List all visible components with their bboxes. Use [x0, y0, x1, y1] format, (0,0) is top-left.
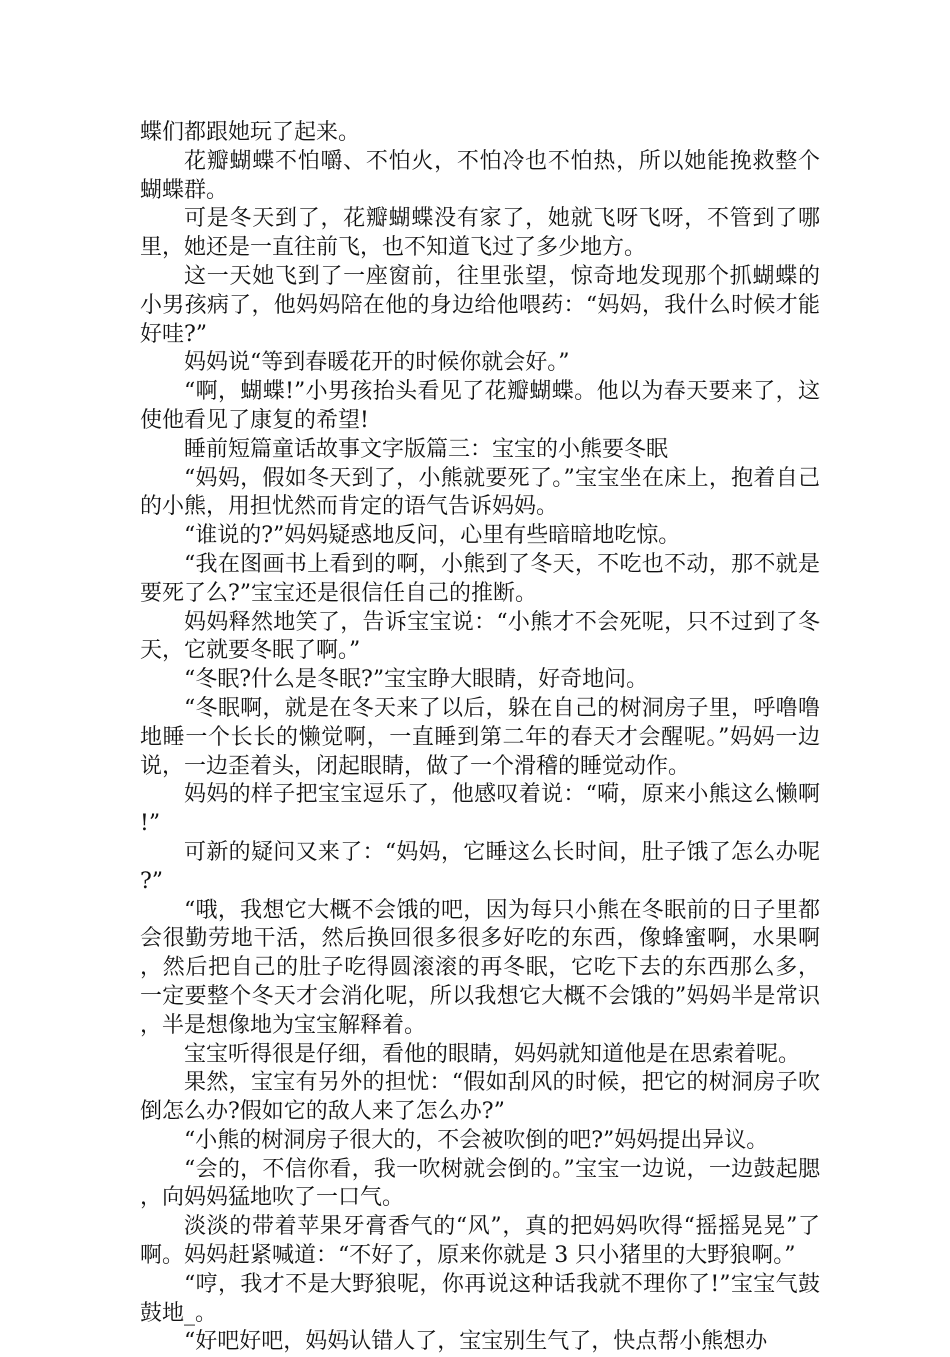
paragraph: “会的，不信你看，我一吹树就会倒的。”宝宝一边说，一边鼓起腮，向妈妈猛地吹了一口气。 [140, 1156, 820, 1211]
paragraph: “哼，我才不是大野狼呢，你再说这种话我就不理你了!”宝宝气鼓鼓地_。 [140, 1271, 820, 1326]
paragraph: “谁说的?”妈妈疑惑地反问，心里有些暗暗地吃惊。 [184, 523, 681, 549]
paragraph: 果然，宝宝有另外的担忧：“假如刮风的时候，把它的树洞房子吹倒怎么办?假如它的敌人来了怎么办?” [140, 1070, 820, 1125]
paragraph: 妈妈释然地笑了，告诉宝宝说：“小熊才不会死呢，只不过到了冬天，它就要冬眠了啊。” [140, 609, 820, 664]
document-body [140, 119, 820, 1357]
paragraph: 淡淡的带着苹果牙膏香气的“风”，真的把妈妈吹得“摇摇晃晃”了啊。妈妈赶紧喊道：“不好了，原来你就是 3 只小猪里的大野狼啊。” [140, 1214, 820, 1269]
paragraph: “好吧好吧，妈妈认错人了，宝宝别生气了，快点帮小熊想办 [184, 1329, 768, 1355]
paragraph: 蝶们都跟她玩了起来。 [140, 120, 361, 145]
paragraph: “小熊的树洞房子很大的，不会被吹倒的吧?”妈妈提出异议。 [184, 1127, 769, 1153]
section-heading: 睡前短篇童话故事文字版篇三：宝宝的小熊要冬眠 [184, 436, 669, 462]
paragraph: 妈妈说“等到春暖花开的时候你就会好。” [184, 350, 570, 376]
paragraph: “妈妈，假如冬天到了，小熊就要死了。”宝宝坐在床上，抱着自己的小熊，用担忧然而肯定的语气告诉妈妈。 [140, 465, 820, 520]
paragraph: “我在图画书上看到的啊，小熊到了冬天，不吃也不动，那不就是要死了么?”宝宝还是很信任自己的推断。 [140, 551, 820, 606]
paragraph: 可新的疑问又来了：“妈妈，它睡这么长时间，肚子饿了怎么办呢?” [140, 839, 820, 894]
paragraph: “哦，我想它大概不会饿的吧，因为每只小熊在冬眠前的日子里都会很勤劳地干活，然后换回很多很多好吃的东西，像蜂蜜啊，水果啊，然后把自己的肚子吃得圆滚滚的再冬眠，它吃下去的东西那么多，一定要整个冬天才会消化呢，所以我想它大概不会饿的”妈妈半是常识，半是想像地为宝宝解释着。 [140, 897, 820, 1038]
paragraph: 这一天她飞到了一座窗前，往里张望，惊奇地发现那个抓蝴蝶的小男孩病了，他妈妈陪在他的身边给他喂药：“妈妈，我什么时候才能好哇?” [140, 263, 820, 347]
paragraph: 花瓣蝴蝶不怕嚼、不怕火，不怕冷也不怕热，所以她能挽救整个蝴蝶群。 [140, 148, 820, 203]
paragraph: 可是冬天到了，花瓣蝴蝶没有家了，她就飞呀飞呀，不管到了哪里，她还是一直往前飞，也不知道飞过了多少地方。 [140, 206, 820, 261]
paragraph: “啊，蝴蝶!”小男孩抬头看见了花瓣蝴蝶。他以为春天要来了，这使他看见了康复的希望! [140, 379, 820, 433]
paragraph: 妈妈的样子把宝宝逗乐了，他感叹着说：“嗬，原来小熊这么懒啊!” [140, 782, 820, 837]
paragraph: “冬眠?什么是冬眠?”宝宝睁大眼睛，好奇地问。 [184, 667, 649, 693]
paragraph: “冬眠啊，就是在冬天来了以后，躲在自己的树洞房子里，呼噜噜地睡一个长长的懒觉啊，一直睡到第二年的春天才会醒呢。”妈妈一边说，一边歪着头，闭起眼睛，做了一个滑稽的睡觉动作。 [140, 695, 820, 779]
paragraph: 宝宝听得很是仔细，看他的眼睛，妈妈就知道他是在思索着呢。 [184, 1041, 801, 1067]
